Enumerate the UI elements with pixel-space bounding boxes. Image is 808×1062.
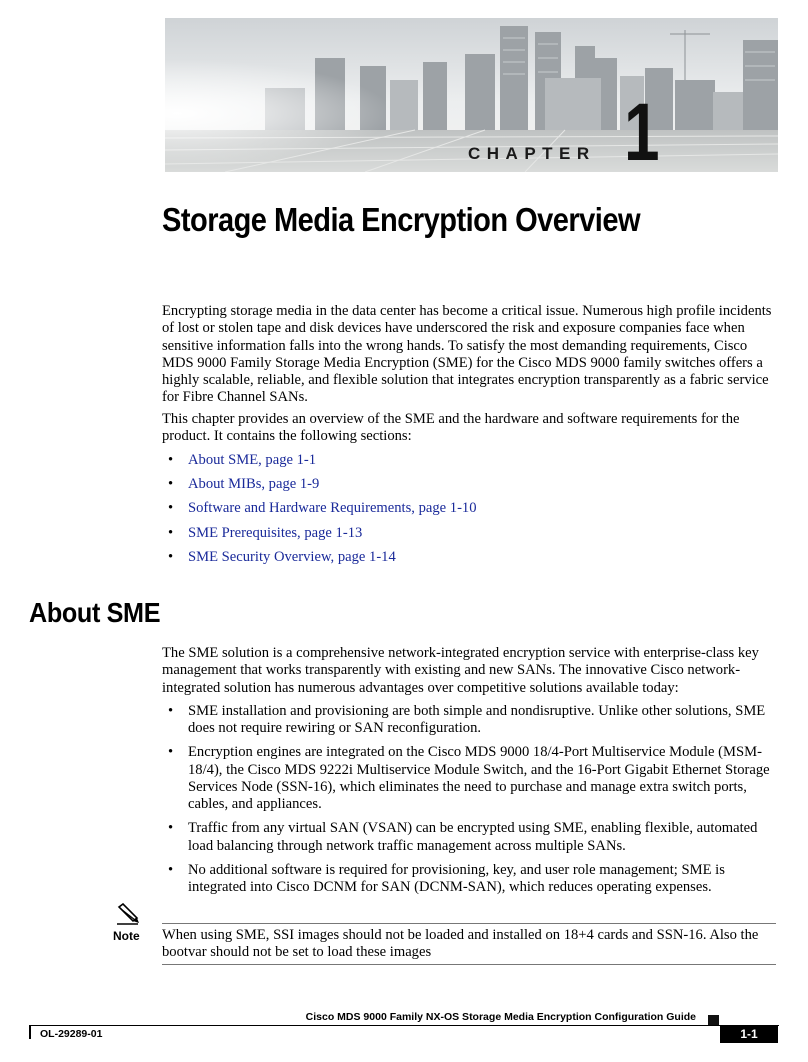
bullet-marker: •: [168, 744, 174, 761]
note-divider-top: [162, 923, 776, 924]
toc-link-prerequisites[interactable]: SME Prerequisites, page 1-13: [188, 524, 363, 541]
toc-link-security-overview[interactable]: SME Security Overview, page 1-14: [188, 548, 396, 565]
note-divider-bottom: [162, 964, 776, 965]
list-item: [162, 549, 776, 566]
section-heading-about-sme: About SME: [29, 597, 161, 628]
bullet-marker: •: [168, 500, 174, 517]
bullet-marker: •: [168, 548, 174, 565]
feature-text: Traffic from any virtual SAN (VSAN) can be encrypted using SME, enabling flexible, automated load balancing through network traffic management across multiple SANs.: [188, 820, 758, 854]
about-sme-paragraph: The SME solution is a comprehensive network-integrated encryption service with enterprise-class key management that works transparently with existing and new SANs. The innovative Cisco network-integrated solution has numerous advantages over competitive solutions available today:: [162, 645, 759, 696]
chapter-title: Storage Media Encryption Overview: [162, 201, 641, 238]
note-text: When using SME, SSI images should not be loaded and installed on 18+4 cards and SSN-16. Also the bootvar should not be set to load these images: [162, 927, 759, 961]
chapter-label: CHAPTER: [468, 144, 596, 163]
chapter-number: 1: [624, 87, 660, 178]
bullet-marker: •: [168, 861, 174, 878]
note-label: Note: [113, 929, 140, 943]
list-item: [162, 820, 776, 855]
footer-doc-id: OL-29289-01: [40, 1028, 103, 1040]
list-item: [162, 452, 776, 469]
list-item: [162, 703, 776, 738]
intro-paragraph: Encrypting storage media in the data center has become a critical issue. Numerous high profile incidents of lost or stolen tape and disk devices have underscored the risk and exposure companies face when sensitive information falls into the wrong hands. To satisfy the most demanding requirements, Cisco MDS 9000 Family Storage Media Encryption (SME) for the Cisco MDS 9000 family switches offers a highly scalable, reliable, and flexible solution that integrates encryption transparently as a fabric service for Fibre Channel SANs.: [162, 303, 772, 406]
list-item: [162, 862, 776, 897]
toc-link-about-sme[interactable]: About SME, page 1-1: [188, 452, 317, 468]
list-item: [162, 525, 776, 542]
section-link-list: [162, 452, 776, 573]
pencil-note-icon: [116, 903, 140, 930]
footer-divider: [29, 1025, 779, 1026]
list-item: [162, 476, 776, 493]
bullet-marker: •: [168, 820, 174, 837]
feature-text: No additional software is required for provisioning, key, and user role management; SME is integrated into Cisco DCNM for SAN (DCNM-SAN), which reduces operating expenses.: [188, 861, 725, 896]
toc-link-requirements[interactable]: Software and Hardware Requirements, page 1-10: [188, 500, 477, 517]
bullet-marker: •: [168, 703, 174, 719]
feature-text: SME installation and provisioning are both simple and nondisruptive. Unlike other solutions, SME does not require rewiring or SAN reconfiguration.: [188, 703, 766, 737]
bullet-marker: •: [168, 524, 174, 541]
toc-link-about-mibs[interactable]: About MIBs, page 1-9: [188, 476, 320, 493]
bullet-marker: •: [168, 476, 174, 493]
footer-left-bar: [29, 1025, 31, 1039]
feature-list: [162, 703, 776, 903]
page-number: 1-1: [720, 1025, 778, 1043]
footer-marker: [708, 1015, 719, 1025]
overview-paragraph: This chapter provides an overview of the SME and the hardware and software requirements for the product. It contains the following sections:: [162, 411, 740, 445]
bullet-marker: •: [168, 452, 174, 468]
feature-text: Encryption engines are integrated on the Cisco MDS 9000 18/4-Port Multiservice Module (MSM-18/4), the Cisco MDS 9222i Multiservice Module Switch, and the 16-Port Gigabit Ethernet Storage Services Node (SSN-16), which eliminates the need to purchase and manage extra switch ports, cables, and appliances.: [188, 744, 770, 813]
footer-guide-title: Cisco MDS 9000 Family NX-OS Storage Media Encryption Configuration Guide: [305, 1011, 696, 1023]
list-item: [162, 500, 776, 517]
list-item: [162, 744, 776, 813]
